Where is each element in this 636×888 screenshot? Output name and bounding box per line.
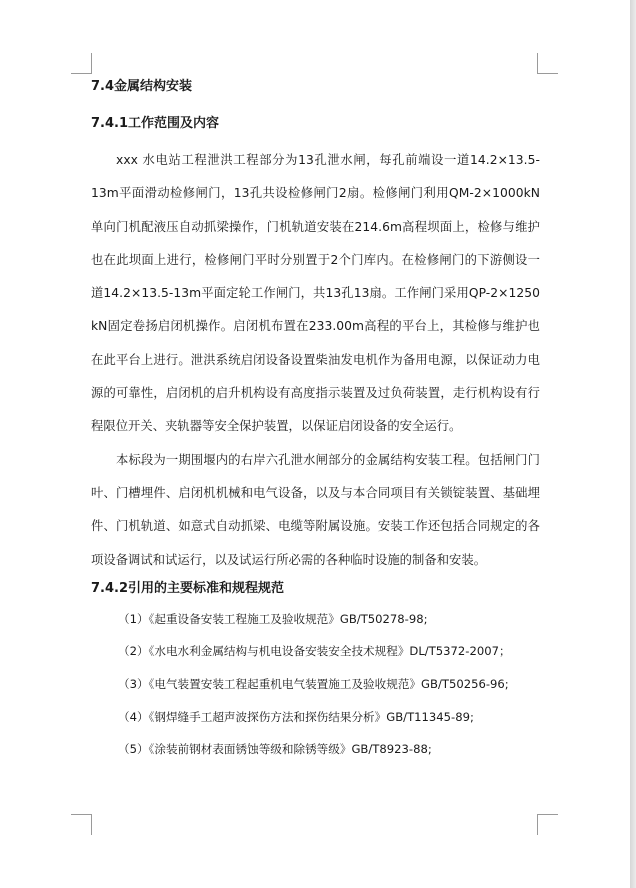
crop-mark-bottom-left xyxy=(71,814,92,835)
standards-list xyxy=(91,603,540,766)
paragraph-contract-scope: 本标段为一期围堰内的右岸六孔泄水闸部分的金属结构安装工程。包括闸门门叶、门槽埋件、启闭机机械和电气设备，以及与本合同项目有关锁锭装置、基础埋件、门机轨道、如意式自动抓梁、电缆等附属设施。安装工作还包括合同规定的各项设备调试和试运行，以及试运行所必需的各种临时设施的制备和安装。 xyxy=(91,452,540,567)
crop-mark-top-left xyxy=(71,53,92,74)
document-body xyxy=(91,77,540,766)
crop-mark-top-right xyxy=(537,53,558,74)
subsection-title-scope: 7.4.1工作范围及内容 xyxy=(91,116,220,131)
list-item: （4）《钢焊缝手工超声波探伤方法和探伤结果分析》GB/T11345-89; xyxy=(118,709,474,724)
subsection-title-standards: 7.4.2引用的主要标准和规程规范 xyxy=(91,580,285,596)
section-title: 7.4金属结构安装 xyxy=(91,79,193,94)
crop-mark-bottom-right xyxy=(537,814,558,835)
page-edge-shadow xyxy=(630,0,636,888)
list-item: （2）《水电水利金属结构与机电设备安装安全技术规程》DL/T5372-2007； xyxy=(118,644,511,659)
list-item: （1）《起重设备安装工程施工及验收规范》GB/T50278-98; xyxy=(118,611,428,626)
list-item: （5）《涂装前钢材表面锈蚀等级和除锈等级》GB/T8923-88; xyxy=(118,742,432,757)
list-item: （3）《电气装置安装工程起重机电气装置施工及验收规范》GB/T50256-96; xyxy=(118,677,509,692)
paragraph-scope-description: xxx 水电站工程泄洪工程部分为13孔泄水闸，每孔前端设一道14.2×13.5-13m平面滑动检修闸门，13孔共设检修闸门2扇。检修闸门利用QM-2×1000kN单向门机配液压自动抓梁操作，门机轨道安装在214.6m高程坝面上，检修与维护也在此坝面上进行，检修闸门平时分别置于2个门库内。在检修闸门的下游侧设一道14.2×13.5-13m平面定轮工作闸门，共13孔13扇。工作闸门采用QP-2×1250 kN固定卷扬启闭机操作。启闭机布置在233.00m高程的平台上，其检修与维护也在此平台上进行。泄洪系统启闭设备设置柴油发电机作为备用电源，以保证动力电源的可靠性，启闭机的启升机构设有高度指示装置及过负荷装置，走行机构设有行程限位开关、夹轨器等安全保护装置，以保证启闭设备的安全运行。 xyxy=(91,153,540,434)
